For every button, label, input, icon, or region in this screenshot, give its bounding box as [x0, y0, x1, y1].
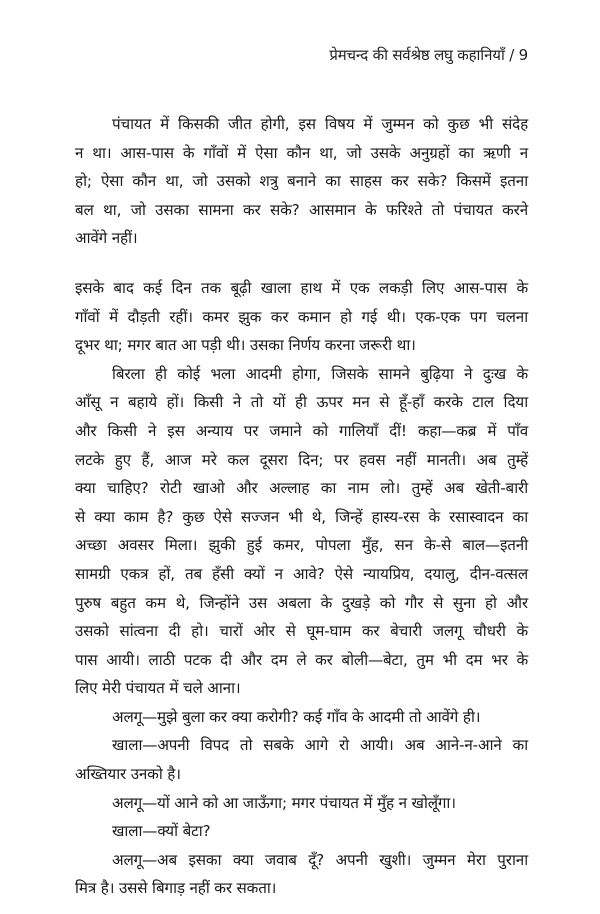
- paragraph: [75, 731, 528, 788]
- text-line: बिरला ही कोई भला आदमी होगा, जिसके सामने बुढ़िया ने दुःख के: [112, 364, 528, 383]
- text-line: से क्या काम है? कुछ ऐसे सज्जन भी थे, जिन्हें हास्य-रस के रसास्वादन का: [75, 507, 528, 526]
- paragraph: [75, 846, 528, 903]
- text-line: अलगू—अब इसका क्या जवाब दूँ? अपनी खुशी। जुम्मन मेरा पुराना: [112, 850, 528, 869]
- section-break: [75, 253, 528, 274]
- text-line: इसके बाद कई दिन तक बूढ़ी खाला हाथ में एक लकड़ी लिए आस-पास के: [75, 278, 528, 297]
- text-line: क्या चाहिए? रोटी खाओ और अल्लाह का नाम लो। तुम्हें अब खेती-बारी: [75, 479, 528, 498]
- story-body: [75, 110, 528, 903]
- text-line: अख्तियार उनको है।: [75, 765, 181, 784]
- text-line: हो; ऐसा कौन था, जो उसको शत्रु बनाने का साहस कर सके? किसमें इतना: [75, 172, 528, 191]
- text-line: गाँवों में दौड़ती रहीं। कमर झुक कर कमान हो गई थी। एक-एक पग चलना: [75, 307, 528, 326]
- text-line: लटके हुए हैं, आज मरे कल दूसरा दिन; पर हवस नहीं मानती। अब तुम्हें: [75, 450, 528, 469]
- paragraph: [75, 789, 528, 818]
- text-line: आवेंगे नहीं।: [75, 229, 138, 248]
- paragraph: [75, 703, 528, 732]
- text-line: खाला—क्यों बेटा?: [112, 822, 211, 841]
- paragraph: [75, 274, 528, 360]
- text-line: आँसू न बहाये हों। किसी ने तो यों ही ऊपर मन से हूँ-हाँ करके टाल दिया: [75, 393, 528, 412]
- text-line: दूभर था; मगर बात आ पड़ी थी। उसका निर्णय करना जरूरी था।: [75, 336, 416, 355]
- paragraph: [75, 360, 528, 703]
- text-line: अलगू—मुझे बुला कर क्या करोगी? कई गाँव के आदमी तो आवेंगे ही।: [112, 707, 481, 726]
- text-line: लिए मेरी पंचायत में चले आना।: [75, 679, 241, 698]
- text-line: बल था, जो उसका सामना कर सके? आसमान के फरिश्ते तो पंचायत करने: [75, 200, 528, 219]
- text-line: मित्र है। उससे बिगाड़ नहीं कर सकता।: [75, 879, 277, 898]
- text-line: पंचायत में किसकी जीत होगी, इस विषय में जुम्मन को कुछ भी संदेह: [112, 115, 528, 133]
- running-header: [329, 45, 528, 65]
- text-line: अच्छा अवसर मिला। झुकी हुई कमर, पोपला मुँह, सन के-से बाल—इतनी: [75, 536, 528, 555]
- text-line: खाला—अपनी विपद तो सबके आगे रो आयी। अब आने-न-आने का: [112, 736, 528, 755]
- header-separator: /: [509, 46, 515, 64]
- text-line: और किसी ने इस अन्याय पर जमाने को गालियाँ दीं! कहा—कब्र में पाँव: [75, 421, 528, 440]
- text-line: सामग्री एकत्र हों, तब हँसी क्यों न आवे? ऐसे न्यायप्रिय, दयालु, दीन-वत्सल: [75, 564, 528, 583]
- paragraph: [75, 817, 528, 846]
- page-number: 9: [518, 46, 528, 64]
- text-line: पुरुष बहुत कम थे, जिन्होंने उस अबला के दुखड़े को गौर से सुना हो और: [75, 593, 528, 612]
- text-line: उसको सांत्वना दी हो। चारों ओर से घूम-घाम कर बेचारी जलगू चौधरी के: [75, 622, 528, 641]
- text-line: अलगू—यों आने को आ जाऊँगा; मगर पंचायत में मुँह न खोलूँगा।: [112, 793, 456, 812]
- paragraph: [75, 110, 528, 253]
- text-line: पास आयी। लाठी पटक दी और दम ले कर बोली—बेटा, तुम भी दम भर के: [75, 650, 528, 669]
- book-title: प्रेमचन्द की सर्वश्रेष्ठ लघु कहानियाँ: [329, 46, 505, 64]
- text-line: न था। आस-पास के गाँवों में ऐसा कौन था, जो उसके अनुग्रहों का ऋणी न: [75, 143, 528, 162]
